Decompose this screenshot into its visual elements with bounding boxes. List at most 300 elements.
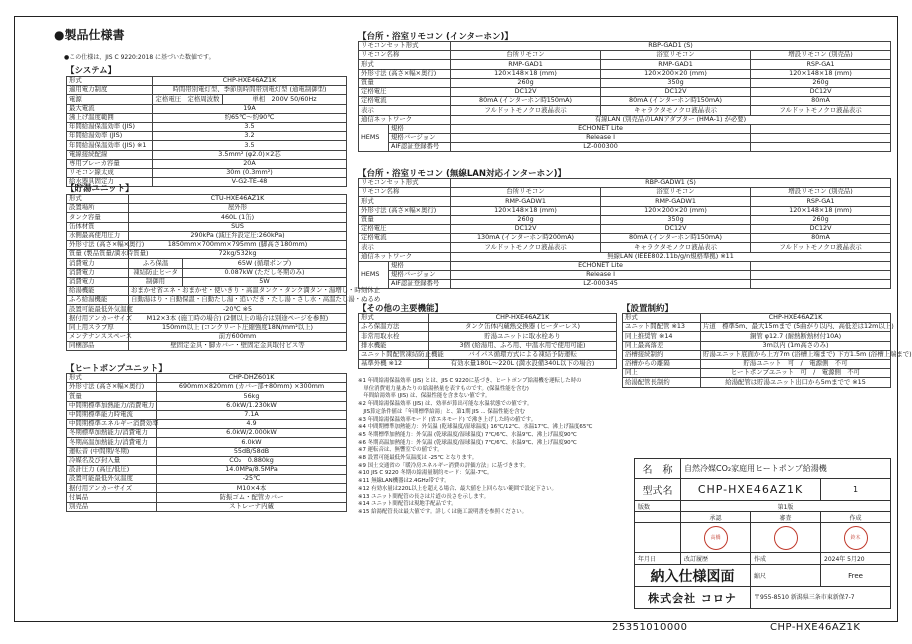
row-label: 外形寸法 (高さ×幅×奥行) <box>359 206 451 215</box>
network-value: 有線LAN (別売品のLANアダプター (HMA-1) が必要) <box>451 115 891 124</box>
row-value: おまかせ省エネ・おまかせ・使いきり・高温タンク・タンク満タン・湯増し・時刻休止 <box>129 286 347 295</box>
table-row <box>67 493 347 502</box>
row-label: 缶体材質 <box>67 222 129 231</box>
set-label: リモコンセット形式 <box>359 42 451 51</box>
row-value: 3.5 <box>153 122 347 131</box>
column-header: 浴室リモコン <box>601 51 751 60</box>
table-row <box>67 484 347 493</box>
table-row <box>67 204 347 213</box>
review-stamp <box>774 526 798 550</box>
row-value: 貯湯ユニット 可 / 電源側 不可 <box>701 359 891 368</box>
column-header: 増設リモコン (別売品) <box>751 51 891 60</box>
equipment-table <box>622 313 912 388</box>
row-label: 冬期標準加熱能力/消費電力 <box>67 429 157 438</box>
review-label: 審査 <box>751 512 821 523</box>
row-value: 0.087kW (ただし冬期のみ) <box>183 268 347 277</box>
blank-cell <box>751 143 891 152</box>
row-value: 貯湯ユニットに取水栓あり <box>429 332 617 341</box>
table-row <box>67 268 347 277</box>
row-label: 同上最高落差 <box>623 341 701 350</box>
table-row <box>67 259 347 268</box>
row-label: メンテナンススペース <box>67 332 129 341</box>
table-row <box>359 115 891 124</box>
row-sublabel: 凍結防止ヒータ <box>129 268 183 277</box>
table-row <box>359 280 891 289</box>
footer-model: CHP-HXE46AZ1K <box>770 622 861 633</box>
model-value: CHP-HXE46AZ1K <box>681 479 821 501</box>
table-row <box>67 132 347 141</box>
row-label: 年間給湯保温効率 (JIS) <box>67 122 153 131</box>
row-value: SUS <box>129 222 347 231</box>
row-value: 260g <box>451 215 601 224</box>
row-value: 80mA (インターホン時150mA) <box>451 97 601 106</box>
note-line: ※2 年間給湯保温効率 (JIS) は、効率が算出可能な水温状態での値です。 <box>358 401 533 408</box>
table-row <box>67 314 347 323</box>
row-value: 130mA (インターホン時200mA) <box>451 234 601 243</box>
hems-row-label: 規格バージョン <box>389 270 451 279</box>
row-label: 中間期標準エネルギー消費効率 <box>67 419 157 428</box>
table-row <box>359 97 891 106</box>
note-line: ※10 JIS C 9220 冬期の給湯量制約モード：気温-7℃。 <box>358 470 493 477</box>
tank-heading: 【貯湯ユニット】 <box>66 184 134 194</box>
scale-label: 縮尺 <box>751 565 821 587</box>
network-label: 通信ネットワーク <box>359 252 451 261</box>
note-line: ※12 有効水量は220L以上を超える場合、最大値を上回らない範囲で設定下さい。 <box>358 485 557 492</box>
row-label: 中間期標準能力時電流 <box>67 410 157 419</box>
note-line: ※11 無線LAN機器は2.4GHz帯です。 <box>358 478 450 485</box>
blank-cell <box>751 261 891 270</box>
table-row <box>67 86 347 95</box>
row-value: 120×200×20 (mm) <box>601 69 751 78</box>
row-label: 非常用取水栓 <box>359 332 429 341</box>
row-value: 単相 200V 50/60Hz <box>223 95 347 104</box>
row-label: 据付用アンカーサイズ <box>67 484 157 493</box>
note-line: ※9 国土交通省の「暖冷房エネルギー消費の評価方法」に基づきます。 <box>358 462 529 469</box>
footer-code: 25351010000 <box>612 622 688 633</box>
created-date: 2024年 5月20 <box>821 553 891 565</box>
note-line: ※15 給湯配管長は最大値です。詳しくは施工説明書を参照ください。 <box>358 508 527 515</box>
row-value: 4.9 <box>157 419 347 428</box>
table-row <box>67 392 347 401</box>
hems-row-value: LZ-000300 <box>451 143 751 152</box>
row-value: 3m以内 (1m高さのみ) <box>701 341 891 350</box>
hems-label: HEMS <box>359 124 389 152</box>
row-label: 中間期標準加熱能力/消費電力 <box>67 401 157 410</box>
remote1-table <box>358 41 891 152</box>
set-value: RBP-GAD1 (S) <box>451 42 891 51</box>
note-line: 年間給湯効率 (JIS) は、保温性能を含まない値です。 <box>358 393 491 400</box>
remote2-heading: 【台所・浴室リモコン (無線LAN対応インターホン)】 <box>358 169 566 179</box>
other-table <box>358 313 617 369</box>
row-value: CHP-HXE46AZ1K <box>429 314 617 323</box>
row-sublabel: 定格電圧 定格周波数 <box>153 95 223 104</box>
row-value: 片道 標準5m、最大15mまで (5曲がり以内、高低差は12m以上) <box>701 323 891 332</box>
table-row <box>67 438 347 447</box>
row-value: 350g <box>601 78 751 87</box>
row-value: 壁固定金具・脚カバー・壁固定金具取付ビス等 <box>129 342 347 351</box>
row-label: 冬期高温加熱能力/消費電力 <box>67 438 157 447</box>
row-label: 形式 <box>67 195 129 204</box>
note-line: ※7 運転音は、無響室での値です。 <box>358 447 443 454</box>
row-value: 約65℃～約90℃ <box>153 113 347 122</box>
row-value: 自動湯はり・自動保温・自動たし湯・追いだき・たし湯・さし水・高温たし湯・ぬるめ <box>129 296 347 305</box>
row-value: フルドットモノクロ液晶表示 <box>751 106 891 115</box>
table-row <box>67 296 347 305</box>
row-label: 同上用スラブ厚 <box>67 323 129 332</box>
row-value: 80mA <box>751 97 891 106</box>
table-row <box>67 277 347 286</box>
table-row <box>359 197 891 206</box>
row-label: 設置可能最低外気温度 <box>67 475 157 484</box>
row-value: 14.0MPa/8.5MPa <box>157 465 347 474</box>
hems-row-value: LZ-000345 <box>451 280 751 289</box>
row-value: 260g <box>451 78 601 87</box>
note-line: ※5 冬期標準加熱能力：外気温 (乾球温度/湿球温度) 7℃/6℃、水温9℃、沸上げ温度90℃ <box>358 431 577 438</box>
system-heading: 【システム】 <box>66 66 117 76</box>
row-value: 5W <box>183 277 347 286</box>
row-label: 定格電流 <box>359 234 451 243</box>
row-label: リモコン線太成 <box>67 168 153 177</box>
column-header: 浴室リモコン <box>601 188 751 197</box>
row-value: M10×4本 <box>157 484 347 493</box>
row-value: 260g <box>751 78 891 87</box>
table-row <box>67 342 347 351</box>
note-line: JIS算定条件値は「年間標準給湯」と、第1期 JIS ... 保温性能を含む <box>358 408 526 415</box>
network-label: 通信ネットワーク <box>359 115 451 124</box>
row-value: 120×148×18 (mm) <box>451 69 601 78</box>
row-value: 銅管 φ12.7 (耐熱断熱材付10A) <box>701 332 891 341</box>
row-value: 120×148×18 (mm) <box>751 206 891 215</box>
row-value: バイパス循環方式による凍結予防運転 <box>429 350 617 359</box>
row-value: CO₂ 0.880kg <box>157 456 347 465</box>
note-line: ※8 設置可能最低外気温度は -25℃ となります。 <box>358 455 478 462</box>
row-sublabel: 制御用 <box>129 277 183 286</box>
row-label: 質量 <box>67 392 157 401</box>
row-value: DC12V <box>751 224 891 233</box>
blank-cell <box>751 270 891 279</box>
table-row <box>359 78 891 87</box>
row-value: キャラクタモノクロ液晶表示 <box>601 106 751 115</box>
revision-label: 改訂履歴 <box>681 553 751 565</box>
note-line: ※1 年間給湯保温効率 (JIS) とは、JIS C 9220に基づき、ヒートポンプ給湯機を運転した時の <box>358 378 582 384</box>
row-label: 定格電圧 <box>359 224 451 233</box>
row-label: 外形寸法 (高さ×幅×奥行) <box>67 240 129 249</box>
row-value: 3.5 <box>153 141 347 150</box>
row-label: 付属品 <box>67 493 157 502</box>
row-sublabel: ふろ保温 <box>129 259 183 268</box>
row-value: DC12V <box>451 87 601 96</box>
row-label: 設置可能最低外気温度 <box>67 305 129 314</box>
row-value: 給湯配管は貯湯ユニット出口から5mまでで ※15 <box>701 378 891 387</box>
row-label: 浴槽接続制約 <box>623 350 701 359</box>
row-value: 65W (循環ポンプ) <box>183 259 347 268</box>
table-row <box>67 104 347 113</box>
blank-cell <box>751 133 891 142</box>
page-number: 1 <box>821 479 891 501</box>
row-value: 120×200×20 (mm) <box>601 206 751 215</box>
edition-label: 版数 <box>635 501 681 512</box>
row-label: 適用電力制度 <box>67 86 153 95</box>
column-header: 台所リモコン <box>451 188 601 197</box>
row-value: 55dB/58dB <box>157 447 347 456</box>
row-label: 同上推奨管 ※14 <box>623 332 701 341</box>
company-address: 〒955-8510 新潟県三条市東新保7-7 <box>751 587 891 609</box>
row-label: 外形寸法 (高さ×幅×奥行) <box>359 69 451 78</box>
row-label: 質量 <box>359 78 451 87</box>
row-label: 据付用アンカーサイズ <box>67 314 129 323</box>
row-label: 給水器具固定力 <box>67 178 153 187</box>
table-row <box>359 124 891 133</box>
row-value: 7.1A <box>157 410 347 419</box>
scale-value: Free <box>821 565 891 587</box>
row-label: ふろ保温方法 <box>359 323 429 332</box>
table-row <box>67 213 347 222</box>
row-label: 形式 <box>359 60 451 69</box>
table-row <box>67 323 347 332</box>
row-label: 沸上げ温度範囲 <box>67 113 153 122</box>
row-label: 形式 <box>359 197 451 206</box>
row-label: ふろ給湯機能 <box>67 296 129 305</box>
system-table <box>66 76 347 187</box>
table-row <box>67 401 347 410</box>
table-row <box>359 243 891 252</box>
hems-row-label: AIF認証登録番号 <box>389 143 451 152</box>
hems-label: HEMS <box>359 261 389 289</box>
row-label: 冷媒名及び封入量 <box>67 456 157 465</box>
row-value: 72kg/532kg <box>129 250 347 259</box>
row-value: DC12V <box>751 87 891 96</box>
row-label: 排水機能 <box>359 341 429 350</box>
row-value: RMP-GADW1 <box>451 197 601 206</box>
remote2-table <box>358 178 891 289</box>
table-row <box>623 378 891 387</box>
row-label: 設計圧力 (高圧/低圧) <box>67 465 157 474</box>
row-value: 6.0kW <box>157 438 347 447</box>
column-header: 台所リモコン <box>451 51 601 60</box>
row-label: 定格電圧 <box>359 87 451 96</box>
row-value: 56kg <box>157 392 347 401</box>
row-value: 80mA (インターホン時150mA) <box>601 234 751 243</box>
row-label: 形式 <box>67 374 157 383</box>
row-label: 専用ブレーカ容量 <box>67 159 153 168</box>
row-label: 形式 <box>623 314 701 323</box>
table-row <box>359 252 891 261</box>
hems-row-label: 規格 <box>389 261 451 270</box>
table-header-row <box>359 188 891 197</box>
column-header: リモコン名称 <box>359 188 451 197</box>
row-label: タンク容量 <box>67 213 129 222</box>
row-label: 電源 <box>67 95 153 104</box>
row-label: 年間給湯効率 (JIS) <box>67 132 153 141</box>
row-value: DC12V <box>451 224 601 233</box>
row-label: 浴槽からの離隔 <box>623 359 701 368</box>
row-label: 形式 <box>359 314 429 323</box>
row-value: -20℃ ※5 <box>129 305 347 314</box>
note-line: ※4 中間期標準加熱能力：外気温 (乾球温度/湿球温度) 16℃/12℃、水温17℃、沸上げ温度65℃ <box>358 424 593 431</box>
row-value: CHP-HXE46AZ1K <box>153 77 347 86</box>
row-value: 1850mm×700mm×795mm (脚高さ180mm) <box>129 240 347 249</box>
table-row <box>359 206 891 215</box>
row-value: 前方600mm <box>129 332 347 341</box>
table-row <box>359 106 891 115</box>
row-value: CHP-HXE46AZ1K <box>701 314 891 323</box>
row-value: 80mA (インターホン時150mA) <box>601 97 751 106</box>
table-row <box>359 69 891 78</box>
row-value: 3個 (給湯用、ふろ用、中温水用で使用可能) <box>429 341 617 350</box>
name-label: 名 称 <box>635 459 681 479</box>
row-value: 120×148×18 (mm) <box>451 206 601 215</box>
row-label: 給湯機能 <box>67 286 129 295</box>
row-value: RMP-GAD1 <box>601 60 751 69</box>
row-value: 350g <box>601 215 751 224</box>
row-label: 基準外機 ※12 <box>359 359 429 368</box>
row-value: 屋外形 <box>129 204 347 213</box>
document-subtitle: ●この仕様は、JIS C 9220:2018 に基づいた数値です。 <box>64 54 215 61</box>
row-value: 時間帯別電灯型、季節別時間帯別電灯型 (通電制御型) <box>153 86 347 95</box>
edition-value: 第1版 <box>681 501 891 512</box>
blank-cell <box>751 124 891 133</box>
note-line: ※14 ユニット間配管は現地手配品です。 <box>358 501 457 508</box>
row-value: 30m (0.3mm²) <box>153 168 347 177</box>
row-label: 形式 <box>67 77 153 86</box>
network-value: 無線LAN (IEEE802.11b/g/n規格準拠) ※11 <box>451 252 891 261</box>
row-value: 460L (1缶) <box>129 213 347 222</box>
row-label: 消費電力 <box>67 268 129 277</box>
table-row <box>67 429 347 438</box>
hems-row-value: ECHONET Lite <box>451 124 751 133</box>
table-row <box>67 475 347 484</box>
row-value: DC12V <box>601 224 751 233</box>
row-label: 別売品 <box>67 502 157 511</box>
row-value: V-G2-TE-48 <box>153 178 347 187</box>
row-value: 120×148×18 (mm) <box>751 69 891 78</box>
set-value: RBP-GADW1 (S) <box>451 179 891 188</box>
row-label: 電線接続配線 <box>67 150 153 159</box>
row-value: 3.2 <box>153 132 347 141</box>
table-row <box>67 305 347 314</box>
table-row <box>359 87 891 96</box>
table-row <box>623 332 891 341</box>
table-row <box>359 215 891 224</box>
author-label: 作成 <box>821 512 891 523</box>
table-row <box>67 502 347 511</box>
row-label: 設置場所 <box>67 204 129 213</box>
column-header: 増設リモコン (別売品) <box>751 188 891 197</box>
table-row <box>67 447 347 456</box>
row-label: 定格電流 <box>359 97 451 106</box>
row-value: 6.0kW/2.000kW <box>157 429 347 438</box>
row-label: 質量 (製品質量/満水時質量) <box>67 250 129 259</box>
hems-row-label: 規格バージョン <box>389 133 451 142</box>
row-value: フルドットモノクロ液晶表示 <box>451 106 601 115</box>
table-row <box>67 141 347 150</box>
row-value: 150mm以上 (コンクリート圧縮強度18N/mm²以上) <box>129 323 347 332</box>
row-value: キャラクタモノクロ液晶表示 <box>601 243 751 252</box>
table-row <box>67 222 347 231</box>
row-label: 消費電力 <box>67 277 129 286</box>
row-value: RMP-GADW1 <box>601 197 751 206</box>
table-row <box>67 383 347 392</box>
row-value: 20A <box>153 159 347 168</box>
table-row <box>67 159 347 168</box>
row-value: -25℃ <box>157 475 347 484</box>
row-value: 3.5mm² (φ2.0)×2芯 <box>153 150 347 159</box>
remote1-heading: 【台所・浴室リモコン (インターホン)】 <box>358 32 513 42</box>
hems-row-value: Release I <box>451 270 751 279</box>
column-header: リモコン名称 <box>359 51 451 60</box>
row-label: 同梱部品 <box>67 342 129 351</box>
table-header-row <box>359 51 891 60</box>
row-value: 19A <box>153 104 347 113</box>
row-label: 水側最高使用圧力 <box>67 231 129 240</box>
table-row <box>623 369 891 378</box>
equipment-heading: 【設置制約】 <box>622 304 674 314</box>
heatpump-heading: 【ヒートポンプユニット】 <box>66 364 167 374</box>
table-row <box>359 60 891 69</box>
row-label: ユニット間配管 ※13 <box>623 323 701 332</box>
row-value: 290kPa (減圧弁設定圧:260kPa) <box>129 231 347 240</box>
row-value: フルドットモノクロ液晶表示 <box>451 243 601 252</box>
row-value: RSP-GA1 <box>751 60 891 69</box>
title-block <box>634 458 891 609</box>
row-value: RMP-GAD1 <box>451 60 601 69</box>
heatpump-table <box>66 373 347 512</box>
row-value: CHP-DHZ601K <box>157 374 347 383</box>
table-row <box>359 323 617 332</box>
row-label: 外形寸法 (高さ×幅×奥行) <box>67 383 157 392</box>
table-row <box>67 250 347 259</box>
note-line: ※3 年間給湯保温効率モード (省エネモード) で沸き上げした時の値です。 <box>358 416 537 423</box>
date-label: 年月日 <box>635 553 681 565</box>
note-line: 単位消費電力量あたりの給湯熱量を表すものです。(保温性能を含む) <box>358 385 529 392</box>
model-label: 型式名 <box>635 479 681 501</box>
table-row <box>359 234 891 243</box>
row-label: 最大電流 <box>67 104 153 113</box>
row-label: 運転音 (中間期/冬期) <box>67 447 157 456</box>
row-label: ユニット間配管凍結防止機能 <box>359 350 429 359</box>
row-value: RSP-GA1 <box>751 197 891 206</box>
row-value: 有効水量180L～220L (満水設備340L以下の場合) <box>429 359 617 368</box>
row-value: タンク缶体内蔵熱交換器 (ヒーターレス) <box>429 323 617 332</box>
row-label: 消費電力 <box>67 259 129 268</box>
row-value: 貯湯ユニット底面から上方7m (浴槽上端まで) 下方1.5m (浴槽上端まで) <box>701 350 891 359</box>
other-heading: 【その他の主要機能】 <box>358 304 444 314</box>
created-label: 作成 <box>751 553 821 565</box>
table-row <box>623 323 891 332</box>
row-value: 260g <box>751 215 891 224</box>
hems-row-label: 規格 <box>389 124 451 133</box>
table-row <box>359 143 891 152</box>
row-value: 防振ゴム・配管カバー <box>157 493 347 502</box>
row-label: 年間給湯保温効率 (JIS) ※1 <box>67 141 153 150</box>
row-label: 表示 <box>359 243 451 252</box>
table-row <box>67 456 347 465</box>
hems-row-label: AIF認証登録番号 <box>389 280 451 289</box>
row-value: M12×3本 (施工時の場合) (2個以上の場合は別途ページを参照) <box>129 314 347 323</box>
table-row <box>359 359 617 368</box>
drawing-title: 納入仕様図面 <box>635 565 751 587</box>
table-row <box>359 261 891 270</box>
row-label: 同上 <box>623 369 701 378</box>
row-label: 表示 <box>359 106 451 115</box>
hems-row-value: Release I <box>451 133 751 142</box>
note-line: ※6 冬期高温加熱能力：外気温 (乾球温度/湿球温度) 7℃/6℃、水温9℃、沸上げ温度90℃ <box>358 439 577 446</box>
row-value: 80mA <box>751 234 891 243</box>
row-value: 6.0kW/1.230kW <box>157 401 347 410</box>
blank-cell <box>751 280 891 289</box>
set-label: リモコンセット形式 <box>359 179 451 188</box>
table-row <box>67 195 347 204</box>
